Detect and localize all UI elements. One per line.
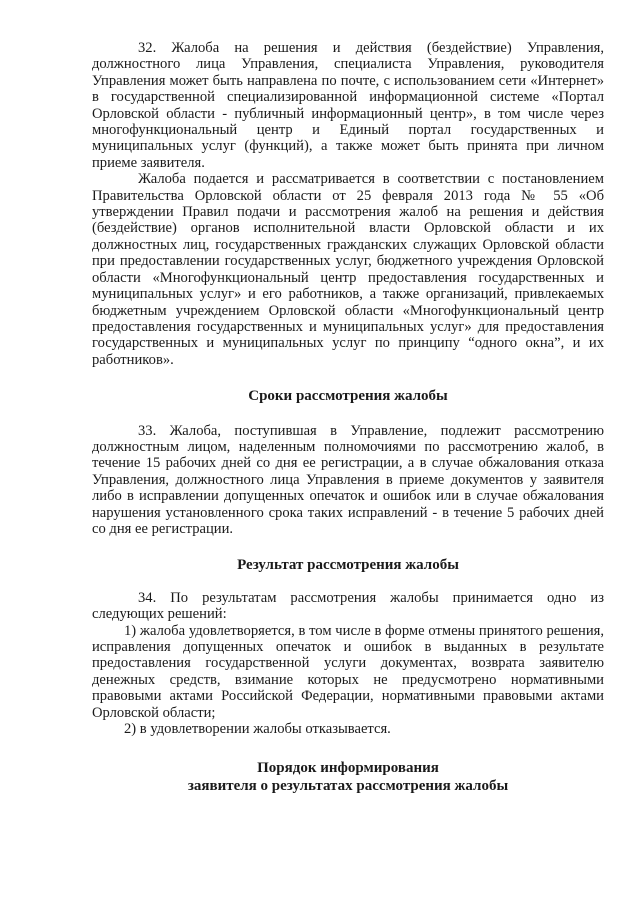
paragraph-32: 32. Жалоба на решения и действия (бездействие) Управления, должностного лица Управления, специалиста Управления, руководителя Управления может быть направлена по почте, с использованием сети «Интернет» в государственной специализированной информационной системе «Портал Орловской области - публичный информационный центр», в том числе через многофункциональный центр и Единый портал государственных и муниципальных услуг (функций), а также может быть принята при личном приеме заявителя. bbox=[92, 40, 604, 171]
paragraph-32-complaint-procedure: Жалоба подается и рассматривается в соответствии с постановлением Правительства Орловской области от 25 февраля 2013 года № 55 «Об утверждении Правил подачи и рассмотрения жалоб на решения и действия (бездействие) органов исполнительной власти Орловской области и их должностных лиц, государственных гражданских служащих Орловской области при предоставлении государственных услуг, бюджетного учреждения Орловской области «Многофункциональный центр предоставления государственных и муниципальных услуг» и его работников, а также организаций, привлекаемых бюджетным учреждением Орловской области «Многофункциональный центр предоставления государственных и муниципальных услуг» для предоставления государственных и муниципальных услуг по принципу “одного окна”, и их работников». bbox=[92, 171, 604, 368]
list-item-2: 2) в удовлетворении жалобы отказывается. bbox=[124, 721, 391, 738]
paragraph-34: 34. По результатам рассмотрения жалобы принимается одно из следующих решений: bbox=[92, 589, 604, 623]
document-page bbox=[92, 40, 604, 795]
section-heading-informing-line1: Порядок информирования bbox=[257, 760, 439, 777]
section-heading-review-result: Результат рассмотрения жалобы bbox=[237, 557, 459, 574]
section-heading-informing-line2: заявителя о результатах рассмотрения жалобы bbox=[187, 778, 509, 795]
list-item-1: 1) жалоба удовлетворяется, в том числе в форме отмены принятого решения, исправления допущенных опечаток и ошибок в выданных в результате предоставления государственной услуги документах, возврата заявителю денежных средств, взимание которых не предусмотрено нормативными правовыми актами Российской Федерации, нормативными правовыми актами Орловской области; bbox=[92, 622, 604, 721]
paragraph-33: 33. Жалоба, поступившая в Управление, подлежит рассмотрению должностным лицом, наделенным полномочиями по рассмотрению жалоб, в течение 15 рабочих дней со дня ее регистрации, а в случае обжалования отказа Управления, должностного лица Управления в приеме документов у заявителя либо в исправлении допущенных опечаток и ошибок или в случае обжалования нарушения установленного срока таких исправлений - в течение 5 рабочих дней со дня ее регистрации. bbox=[92, 422, 604, 537]
section-heading-review-terms: Сроки рассмотрения жалобы bbox=[248, 388, 448, 405]
section-heading-informing bbox=[92, 759, 604, 795]
